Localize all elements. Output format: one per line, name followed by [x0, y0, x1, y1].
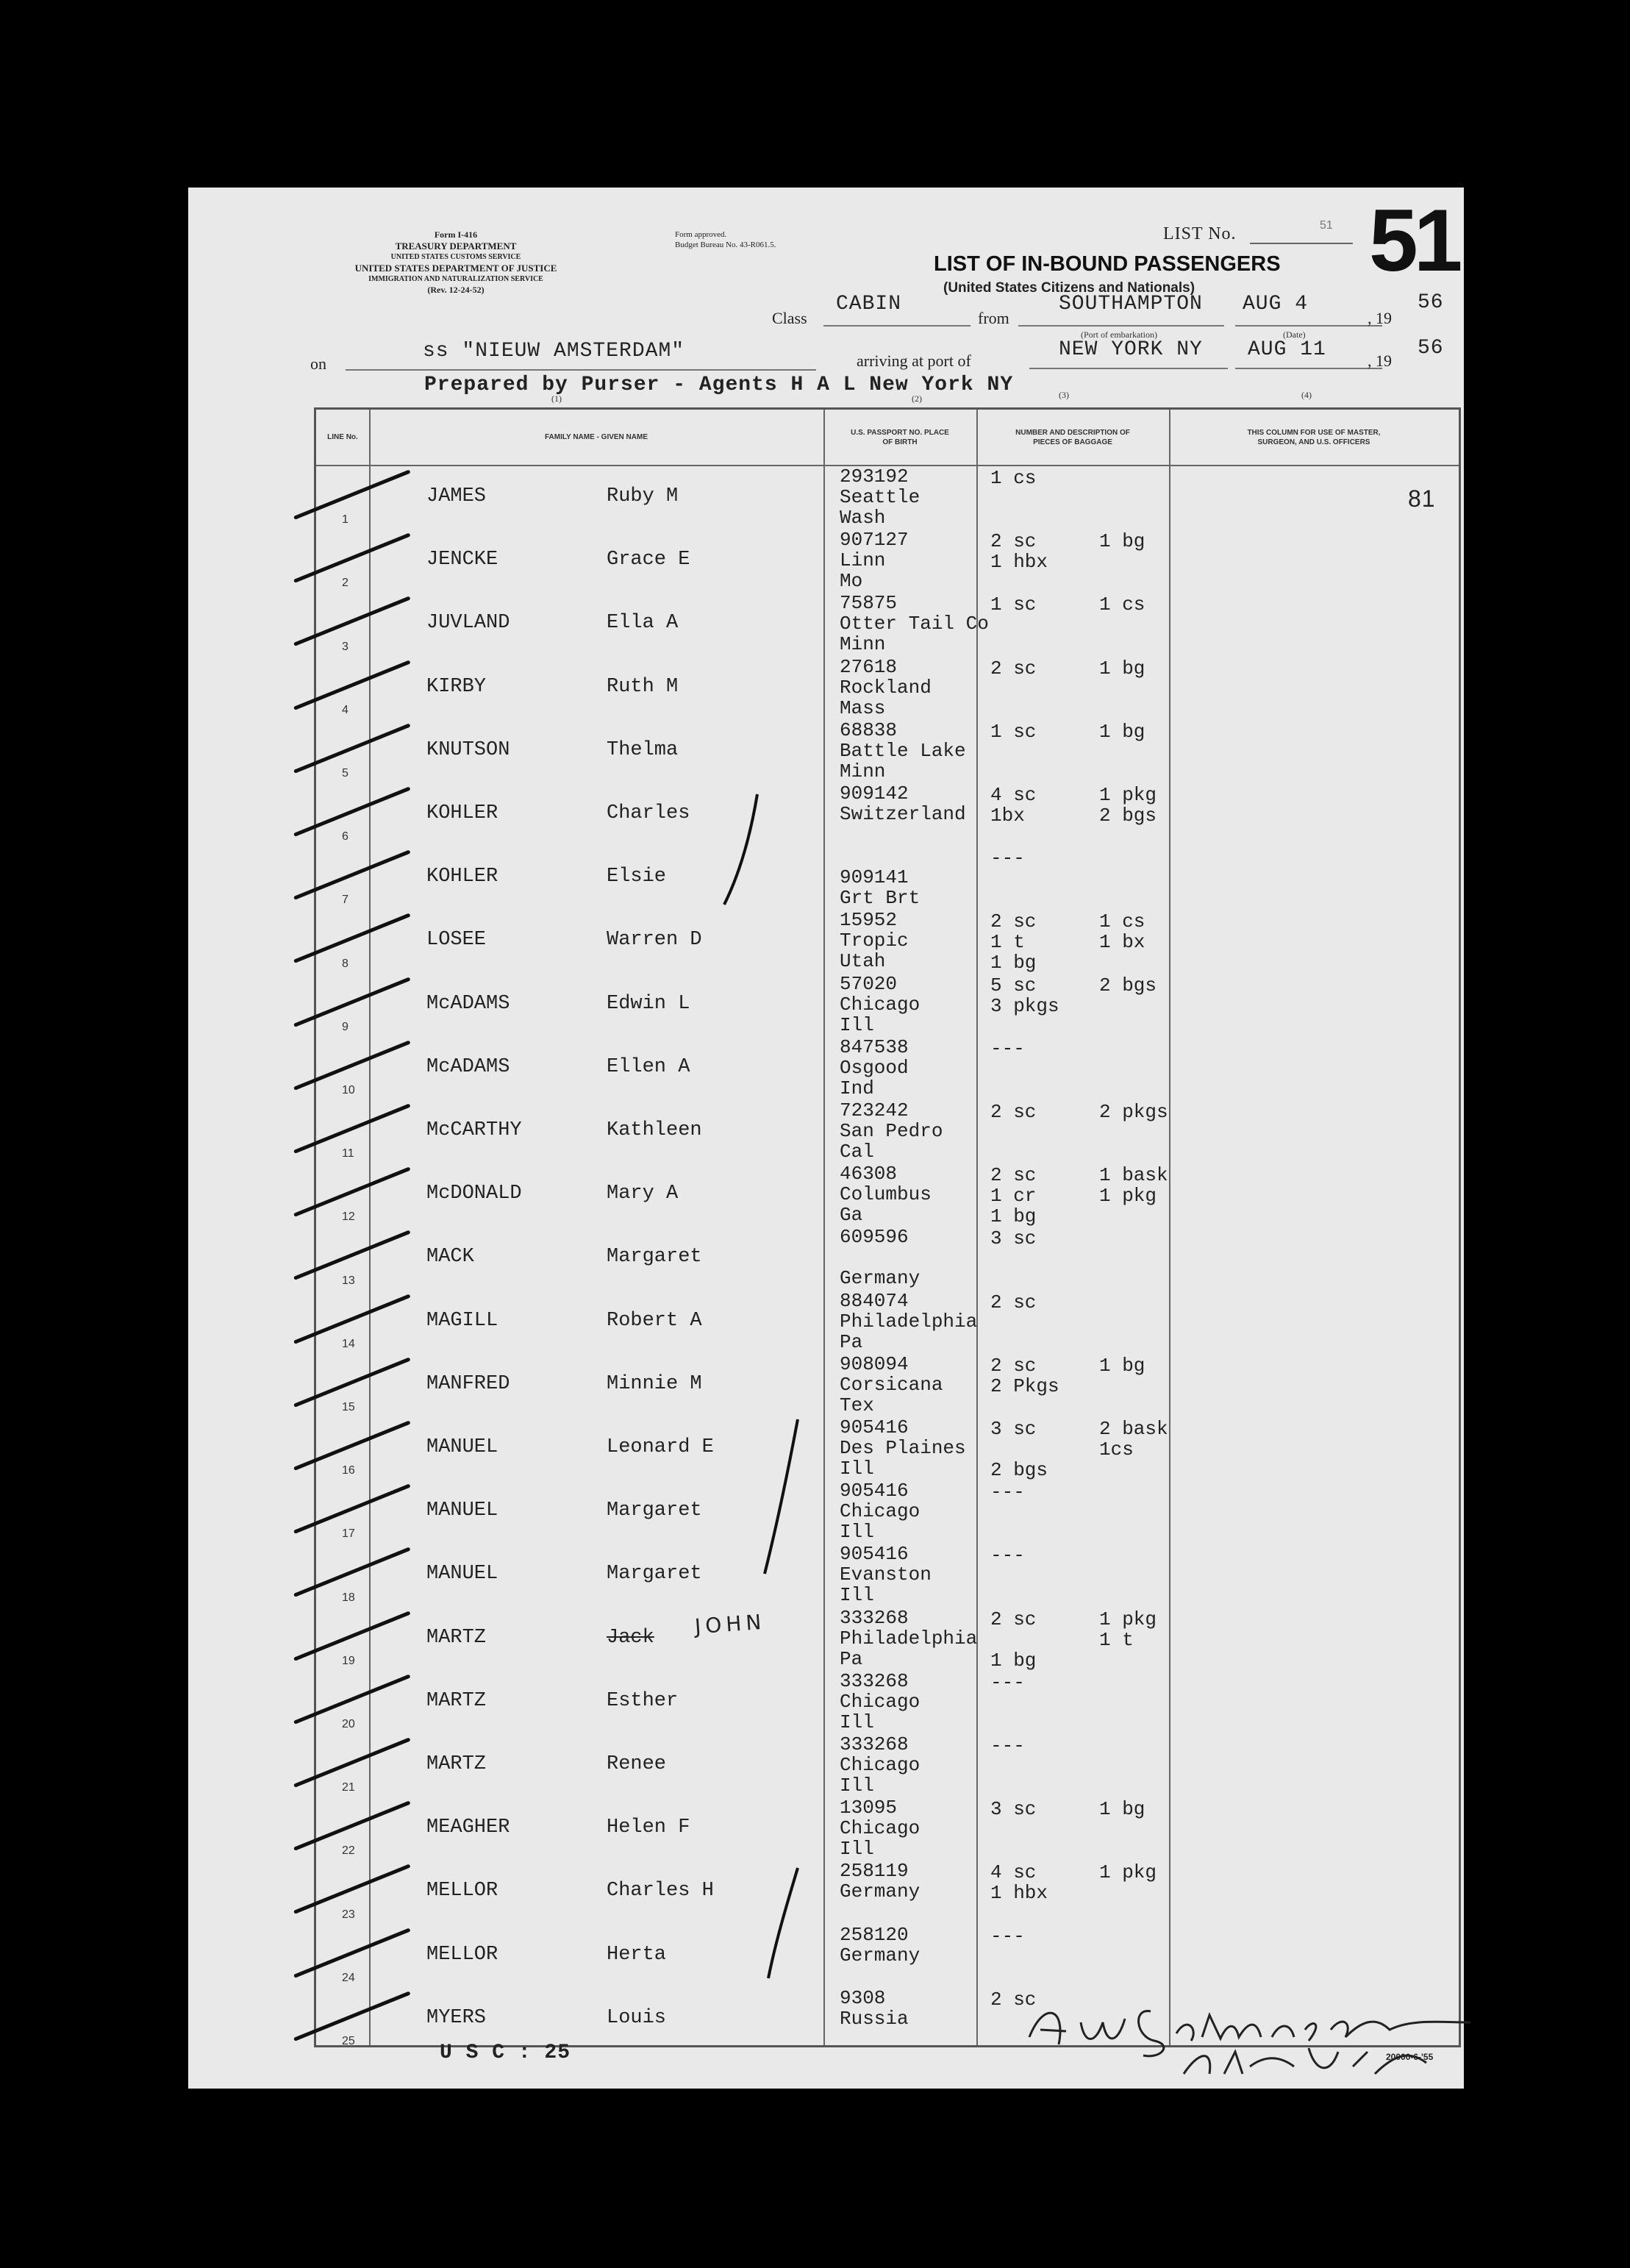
passport-birthplace: 908094 Corsicana Tex: [840, 1352, 943, 1416]
table-row: [316, 1861, 1459, 1924]
given-name: Charles H: [607, 1880, 714, 1903]
line-number: 19: [342, 1654, 355, 1667]
line-number: 14: [342, 1337, 355, 1350]
family-name: MARTZ: [426, 1753, 487, 1775]
list-no-big: 51: [1369, 191, 1459, 290]
baggage-secondary: 1 pkg 2 bgs: [1099, 784, 1157, 827]
table-row: [316, 1291, 1459, 1354]
passport-birthplace: 57020 Chicago Ill: [840, 972, 921, 1036]
baggage-primary: 3 sc 2 bgs: [990, 1418, 1048, 1481]
index-4: (4): [1301, 390, 1312, 400]
line-number: 10: [342, 1083, 355, 1096]
baggage-primary: ---: [990, 1671, 1025, 1694]
baggage-secondary: 2 pkgs: [1099, 1101, 1168, 1123]
line-number: 20: [342, 1717, 355, 1730]
index-2: (2): [912, 393, 922, 404]
form-number: Form I-416: [434, 229, 478, 240]
budget-text: Budget Bureau No. 43-R061.5.: [675, 240, 776, 249]
given-name: Leonard E: [607, 1436, 714, 1458]
baggage-primary: ---: [990, 1925, 1025, 1947]
baggage-primary: ---: [990, 1544, 1025, 1567]
list-no-small: 51: [1320, 219, 1333, 232]
signature-title: [1135, 1986, 1184, 1999]
given-name: Robert A: [607, 1309, 702, 1332]
baggage-primary: 2 sc 1 hbx: [990, 530, 1048, 574]
line-number: 13: [342, 1274, 355, 1287]
footer-usc: U S C : 25: [440, 2041, 571, 2064]
passport-birthplace: 909142 Switzerland: [840, 782, 966, 825]
table-row: [316, 1734, 1459, 1797]
given-name: Louis: [607, 2006, 667, 2029]
col-header-passport: U.S. PASSPORT NO. PLACE OF BIRTH: [851, 428, 949, 446]
passenger-rows: [316, 466, 1459, 2047]
on-label: on: [310, 354, 326, 373]
table-row: [316, 910, 1459, 973]
from-date: AUG 4: [1243, 293, 1309, 315]
treasury-dept: TREASURY DEPARTMENT: [395, 240, 517, 252]
line-number: 16: [342, 1464, 355, 1477]
given-name: Jack: [607, 1626, 654, 1649]
baggage-primary: 1 sc: [990, 593, 1037, 616]
family-name: McCARTHY: [426, 1119, 522, 1141]
passport-birthplace: 75875 Otter Tail Co Minn: [840, 592, 989, 656]
passport-birthplace: 13095 Chicago Ill: [840, 1797, 921, 1861]
family-name: McADAMS: [426, 1055, 510, 1078]
family-name: KOHLER: [426, 802, 498, 824]
signature-name: [1029, 1986, 1128, 1999]
baggage-secondary: 1 cs: [1099, 593, 1145, 616]
baggage-primary: 2 sc: [990, 1291, 1037, 1313]
from-date-underline: [1235, 325, 1382, 327]
passport-birthplace: 609596 Germany: [840, 1226, 921, 1290]
col-header-line: LINE No.: [327, 433, 358, 441]
from-underline: [1018, 325, 1224, 327]
table-row: [316, 466, 1459, 529]
baggage-secondary: 1 pkg: [1099, 1861, 1157, 1884]
list-no-label: LIST No.: [1163, 224, 1237, 243]
given-name: Charles: [607, 802, 690, 824]
line-number: 5: [342, 766, 348, 780]
given-name: Elsie: [607, 866, 667, 888]
officer-note-81: 81: [1408, 485, 1436, 512]
table-row: [316, 783, 1459, 846]
baggage-secondary: 1 bg: [1099, 530, 1145, 553]
signature-note: [1192, 1986, 1227, 1999]
passport-birthplace: 15952 Tropic Utah: [840, 909, 909, 973]
given-name: Grace E: [607, 549, 690, 571]
line-number: 6: [342, 830, 348, 844]
baggage-primary: 3 sc: [990, 1227, 1037, 1250]
baggage-primary: 2 sc: [990, 657, 1037, 680]
approved-text: Form approved.: [675, 230, 727, 239]
baggage-primary: 2 sc 1 t 1 bg: [990, 910, 1037, 974]
col-header-name: FAMILY NAME - GIVEN NAME: [544, 433, 648, 441]
passport-birthplace: 909141 Grt Brt: [840, 866, 921, 910]
baggage-primary: 1 cs: [990, 467, 1037, 489]
arrival-date-underline: [1235, 368, 1382, 369]
immigration-service: IMMIGRATION AND NATURALIZATION SERVICE: [368, 275, 543, 283]
arrival-year: 56: [1418, 337, 1444, 360]
port-embark-label: (Port of embarkation): [1081, 329, 1157, 340]
prepared-by: Prepared by Purser - Agents H A L New York NY: [424, 374, 1014, 396]
form-approved: [675, 229, 776, 250]
line-number: 21: [342, 1781, 355, 1794]
given-name: Esther: [607, 1689, 679, 1712]
line-number: 12: [342, 1210, 355, 1224]
baggage-primary: ---: [990, 1037, 1025, 1060]
family-name: MANUEL: [426, 1499, 498, 1522]
table-row: [316, 1671, 1459, 1734]
from-year: 56: [1418, 291, 1444, 314]
baggage-secondary: 1 cs 1 bx: [1099, 910, 1145, 954]
class-underline: [823, 325, 971, 327]
passenger-table: [314, 407, 1461, 2047]
baggage-secondary: 2 bgs: [1099, 974, 1157, 996]
footer-code: 20000-6-'55: [1386, 2052, 1434, 2062]
baggage-primary: ---: [990, 1735, 1025, 1757]
arrival-year-prefix: , 19: [1368, 352, 1392, 370]
arrival-port: NEW YORK NY: [1059, 338, 1203, 361]
family-name: MELLOR: [426, 1943, 498, 1966]
family-name: JENCKE: [426, 549, 498, 571]
table-row: [316, 974, 1459, 1037]
family-name: MAGILL: [426, 1309, 498, 1332]
ship-name: ss "NIEUW AMSTERDAM": [423, 340, 685, 363]
page-subtitle: (United States Citizens and Nationals): [943, 280, 1195, 296]
family-name: KOHLER: [426, 866, 498, 888]
page-title: LIST OF IN-BOUND PASSENGERS: [934, 252, 1281, 276]
table-row: [316, 846, 1459, 910]
from-year-prefix: , 19: [1368, 309, 1392, 327]
passport-birthplace: 847538 Osgood Ind: [840, 1035, 909, 1099]
index-1: (1): [551, 393, 562, 404]
family-name: LOSEE: [426, 929, 487, 952]
table-row: [316, 657, 1459, 720]
index-3: (3): [1059, 390, 1069, 400]
family-name: McADAMS: [426, 992, 510, 1015]
passport-birthplace: 333268 Chicago Ill: [840, 1733, 921, 1797]
martz-correction: JOHN: [693, 1609, 767, 1639]
given-name: Margaret: [607, 1499, 702, 1522]
family-name: MANUEL: [426, 1436, 498, 1458]
passport-birthplace: 258119 Germany: [840, 1860, 921, 1903]
family-name: MANFRED: [426, 1372, 510, 1395]
given-name: Mary A: [607, 1183, 679, 1205]
line-number: 8: [342, 957, 348, 970]
table-row: [316, 1544, 1459, 1607]
baggage-primary: ---: [990, 1481, 1025, 1504]
passport-birthplace: 293192 Seattle Wash: [840, 466, 921, 529]
passport-birthplace: 27618 Rockland Mass: [840, 655, 932, 719]
baggage-secondary: 1 bg: [1099, 720, 1145, 743]
given-name: Ruth M: [607, 675, 679, 698]
col-header-baggage: NUMBER AND DESCRIPTION OF PIECES OF BAGGAGE: [1015, 428, 1130, 446]
class-value: CABIN: [836, 293, 902, 315]
class-label: Class: [772, 309, 807, 327]
baggage-primary: 2 sc 1 cr 1 bg: [990, 1164, 1037, 1228]
family-name: McDONALD: [426, 1183, 522, 1205]
family-name: JUVLAND: [426, 612, 510, 635]
arriving-label: arriving at port of: [857, 352, 971, 370]
baggage-primary: 4 sc 1bx: [990, 784, 1037, 827]
table-row: [316, 1608, 1459, 1671]
table-row: [316, 593, 1459, 656]
table-row: [316, 1354, 1459, 1417]
baggage-primary: 5 sc 3 pkgs: [990, 974, 1059, 1017]
passport-birthplace: 46308 Columbus Ga: [840, 1163, 932, 1227]
given-name: Edwin L: [607, 992, 690, 1015]
baggage-secondary: 1 bg: [1099, 1798, 1145, 1821]
arrival-date: AUG 11: [1248, 338, 1326, 361]
baggage-primary: 2 sc: [990, 1101, 1037, 1123]
family-name: MEAGHER: [426, 1816, 510, 1839]
table-row: [316, 1480, 1459, 1544]
passport-birthplace: 907127 Linn Mo: [840, 529, 909, 593]
given-name: Ellen A: [607, 1055, 690, 1078]
baggage-primary: 2 sc 1 bg: [990, 1608, 1037, 1672]
baggage-primary: 3 sc: [990, 1798, 1037, 1821]
family-name: MARTZ: [426, 1689, 487, 1712]
passport-birthplace: 333268 Chicago Ill: [840, 1669, 921, 1733]
family-name: MARTZ: [426, 1626, 487, 1649]
given-name: Margaret: [607, 1246, 702, 1269]
table-row: [316, 1417, 1459, 1480]
passport-birthplace: 905416 Chicago Ill: [840, 1480, 921, 1544]
passport-birthplace: 333268 Philadelphia Pa: [840, 1606, 978, 1670]
line-number: 15: [342, 1400, 355, 1413]
given-name: Herta: [607, 1943, 667, 1966]
baggage-primary: ---: [990, 847, 1025, 870]
baggage-secondary: 1 bg: [1099, 1354, 1145, 1377]
family-name: MACK: [426, 1246, 474, 1269]
revision: (Rev. 12-24-52): [427, 285, 485, 295]
family-name: JAMES: [426, 485, 487, 507]
passport-birthplace: 905416 Des Plaines Ill: [840, 1416, 966, 1480]
given-name: Kathleen: [607, 1119, 702, 1141]
line-number: 25: [342, 2034, 355, 2047]
given-name: Ruby M: [607, 485, 679, 507]
baggage-secondary: 1 pkg 1 t: [1099, 1608, 1157, 1651]
table-row: [316, 1163, 1459, 1227]
given-name: Minnie M: [607, 1372, 702, 1395]
baggage-secondary: 2 bask 1cs: [1099, 1418, 1168, 1461]
ship-underline: [346, 369, 816, 371]
family-name: MELLOR: [426, 1880, 498, 1903]
line-number: 18: [342, 1591, 355, 1604]
line-number: 22: [342, 1844, 355, 1858]
line-number: 3: [342, 640, 348, 653]
line-number: 1: [342, 513, 348, 527]
passport-birthplace: 884074 Philadelphia Pa: [840, 1289, 978, 1353]
passport-birthplace: 723242 San Pedro Cal: [840, 1099, 943, 1163]
line-number: 4: [342, 703, 348, 716]
justice-dept: UNITED STATES DEPARTMENT OF JUSTICE: [354, 263, 557, 274]
given-name: Warren D: [607, 929, 702, 952]
from-port: SOUTHAMPTON: [1059, 293, 1203, 315]
given-name: Thelma: [607, 738, 679, 761]
given-name: Ella A: [607, 612, 679, 635]
given-name: Helen F: [607, 1816, 690, 1839]
arrival-port-underline: [1029, 368, 1228, 369]
baggage-primary: 2 sc: [990, 1988, 1037, 2011]
line-number: 23: [342, 1908, 355, 1921]
family-name: KNUTSON: [426, 738, 510, 761]
family-name: MANUEL: [426, 1563, 498, 1586]
table-row: [316, 529, 1459, 593]
table-row: [316, 1227, 1459, 1290]
given-name: Margaret: [607, 1563, 702, 1586]
line-number: 17: [342, 1527, 355, 1541]
table-row: [316, 720, 1459, 783]
list-no-underline: [1250, 243, 1353, 244]
given-name: Renee: [607, 1753, 667, 1775]
baggage-primary: 1 sc: [990, 720, 1037, 743]
table-row: [316, 1797, 1459, 1861]
baggage-primary: 4 sc 1 hbx: [990, 1861, 1048, 1905]
baggage-secondary: 1 bask 1 pkg: [1099, 1164, 1168, 1208]
family-name: KIRBY: [426, 675, 487, 698]
passport-birthplace: 9308 Russia: [840, 1986, 909, 2030]
baggage-secondary: 1 bg: [1099, 657, 1145, 680]
line-number: 9: [342, 1020, 348, 1033]
line-number: 11: [342, 1147, 354, 1160]
line-number: 24: [342, 1971, 355, 1984]
passport-birthplace: 68838 Battle Lake Minn: [840, 718, 966, 782]
from-label: from: [978, 309, 1009, 327]
line-number: 7: [342, 894, 348, 907]
passport-birthplace: 258120 Germany: [840, 1923, 921, 1966]
passport-birthplace: 905416 Evanston Ill: [840, 1543, 932, 1607]
baggage-primary: 2 sc 2 Pkgs: [990, 1354, 1059, 1397]
date-label: (Date): [1283, 329, 1306, 340]
col-header-officers: THIS COLUMN FOR USE OF MASTER, SURGEON, AND U.S. OFFICERS: [1247, 428, 1381, 446]
table-row: [316, 1037, 1459, 1100]
family-name: MYERS: [426, 2006, 487, 2029]
customs-service: UNITED STATES CUSTOMS SERVICE: [390, 253, 521, 261]
line-number: 2: [342, 577, 348, 590]
form-header-left: [279, 229, 632, 296]
table-row: [316, 1100, 1459, 1163]
